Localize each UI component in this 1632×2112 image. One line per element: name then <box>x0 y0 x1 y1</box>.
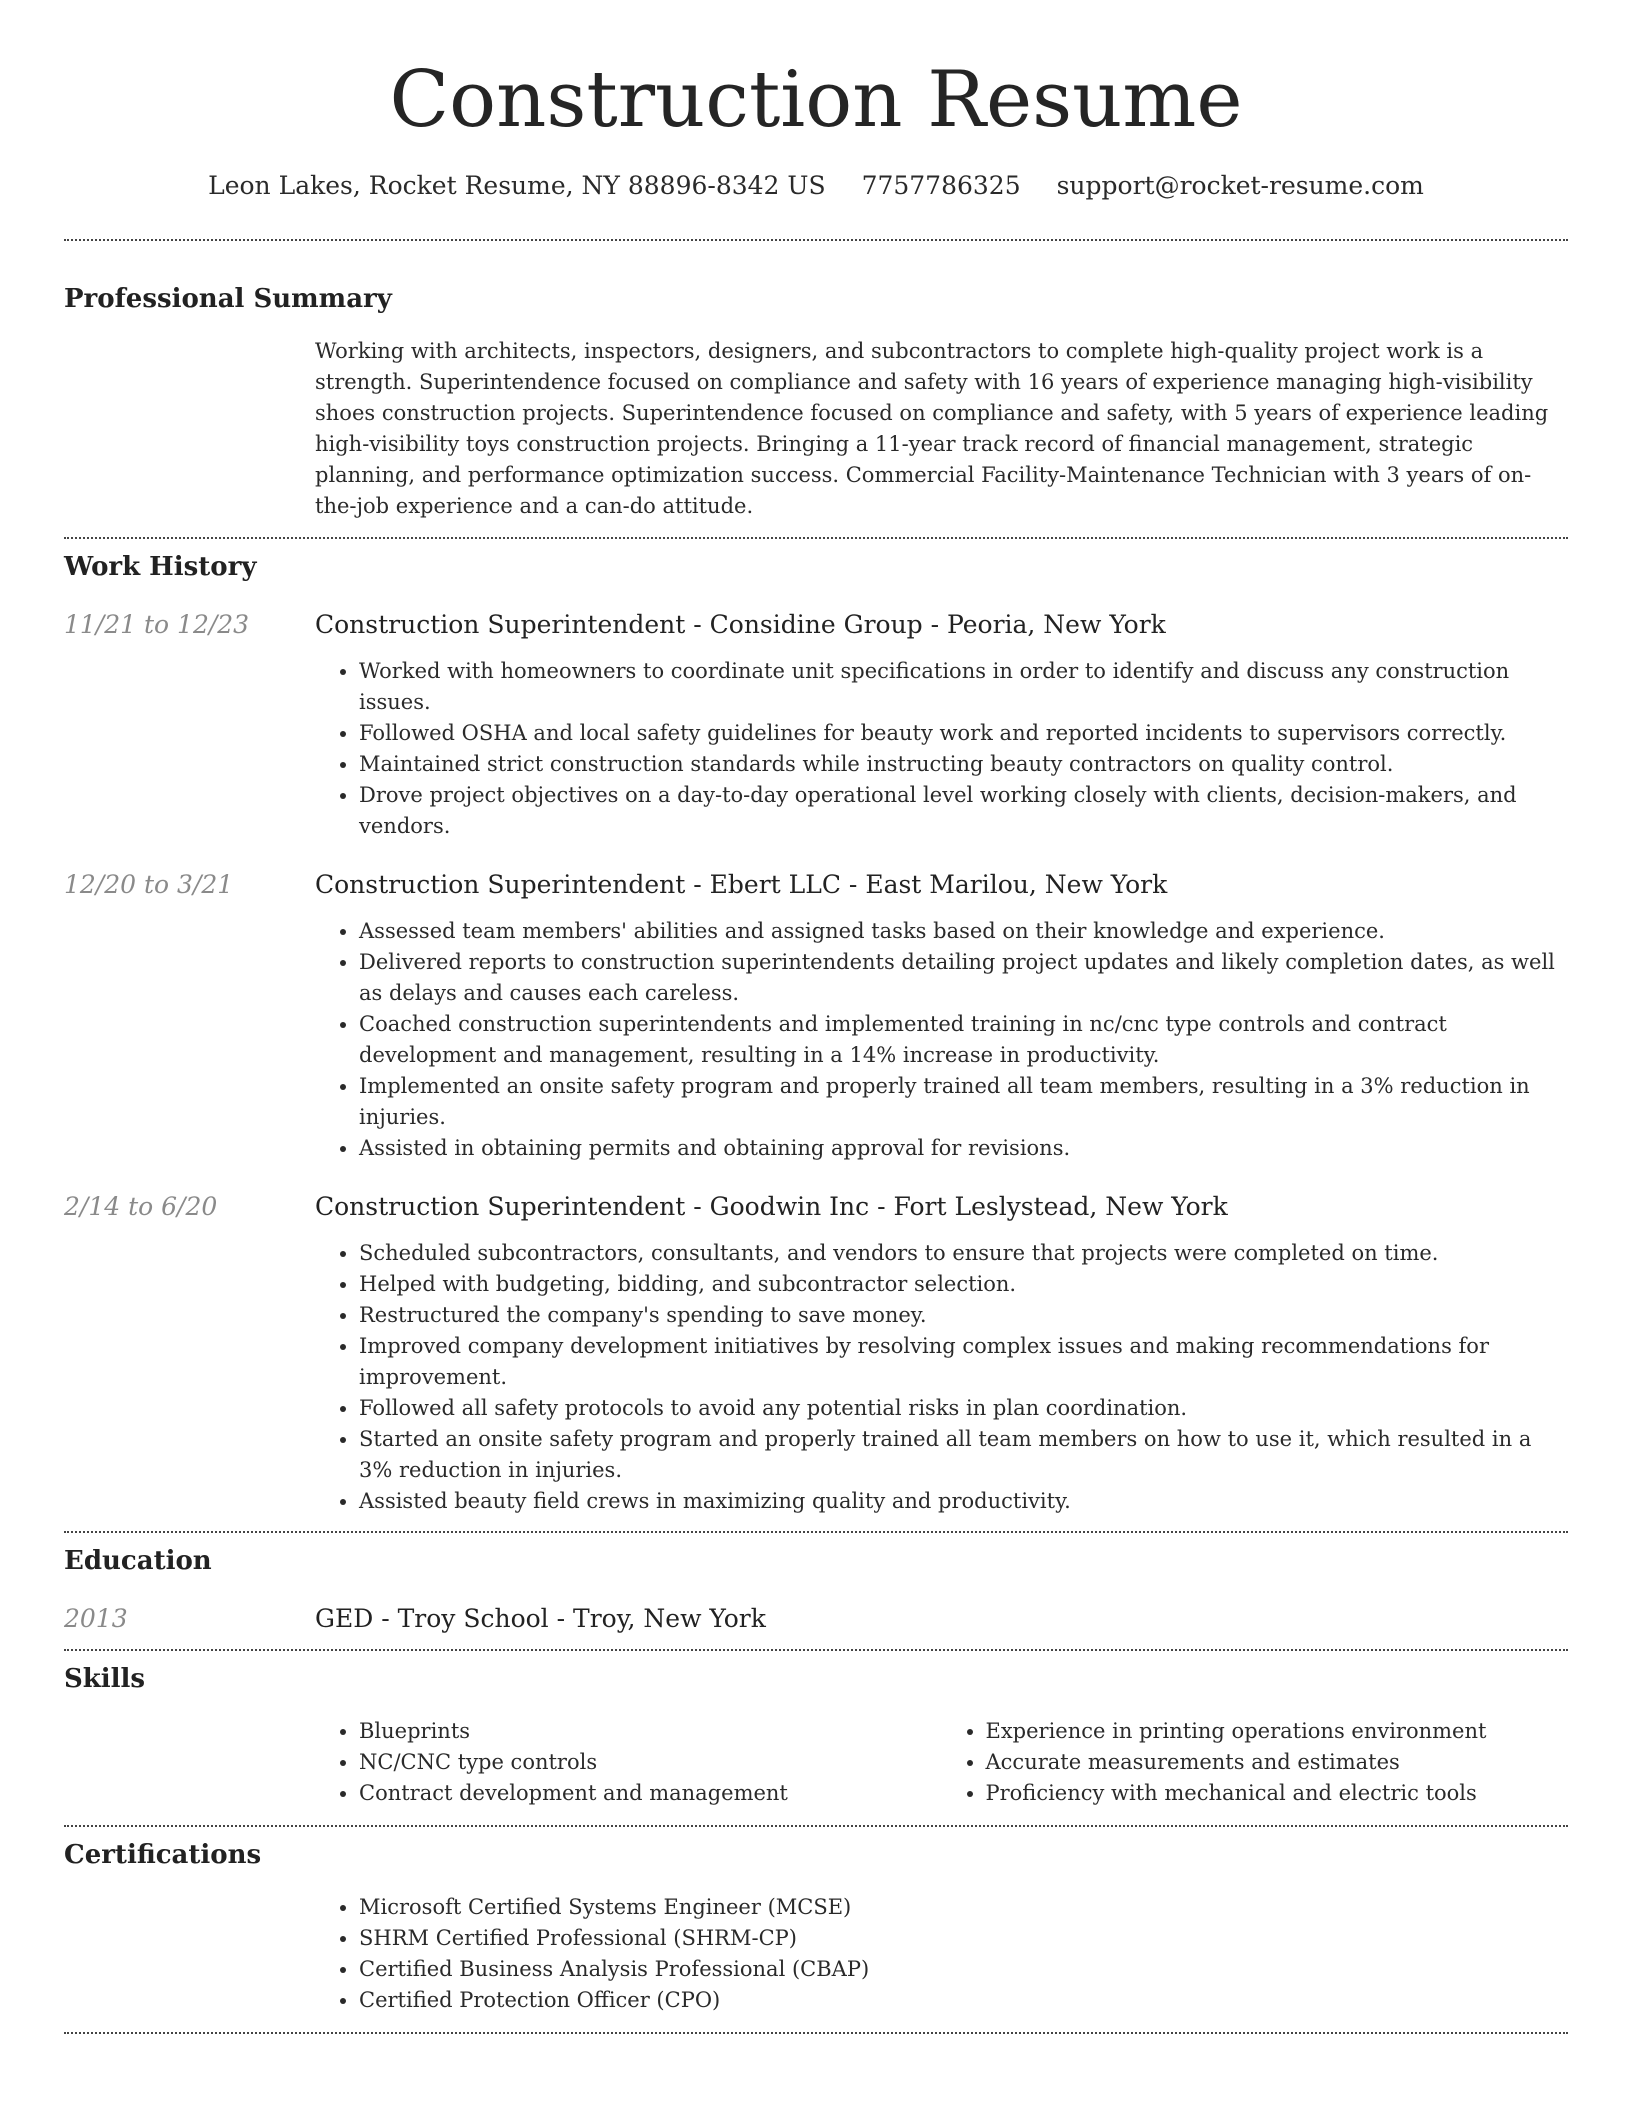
section-title-education: Education <box>64 1546 212 1576</box>
job-bullets-wrap <box>315 656 1568 842</box>
list-item: • Drove project objectives on a day-to-day operational level working closely with clients, decision-makers, and vendors. <box>359 780 1568 842</box>
list-item: • Assessed team members' abilities and assigned tasks based on their knowledge and experience. <box>359 916 1568 947</box>
job-title: Construction Superintendent - Ebert LLC - East Marilou, New York <box>315 870 1168 899</box>
skills-list <box>315 1716 1568 1809</box>
list-item: • Restructured the company's spending to save money. <box>359 1300 1568 1331</box>
summary-text: Working with architects, inspectors, designers, and subcontractors to complete high-quality project work is a strength. Superintendence focused on compliance and safety with 16 years of experience managing high-visibility shoes construction projects. Superintendence focused on compliance and safety, with 5 years of experience leading high-visibility toys construction projects. Bringing a 11-year track record of financial management, strategic planning, and performance optimization success. Commercial Facility-Maintenance Technician with 3 years of on-the-job experience and a can-do attitude. <box>315 339 1549 518</box>
contact-line <box>64 168 1568 204</box>
list-item: • Assisted in obtaining permits and obtaining approval for revisions. <box>359 1133 1568 1164</box>
job-bullets-wrap <box>315 916 1568 1164</box>
list-item: • NC/CNC type controls <box>359 1747 942 1778</box>
list-item: • Followed all safety protocols to avoid any potential risks in plan coordination. <box>359 1393 1568 1424</box>
list-item: • Implemented an onsite safety program and properly trained all team members, resulting in a 3% reduction in injuries. <box>359 1071 1568 1133</box>
list-item: • Scheduled subcontractors, consultants, and vendors to ensure that projects were completed on time. <box>359 1238 1568 1269</box>
section-title-certifications: Certifications <box>64 1840 262 1870</box>
list-item: • Helped with budgeting, bidding, and subcontractor selection. <box>359 1269 1568 1300</box>
contact-phone: 7757786325 <box>861 171 1021 200</box>
list-item: • Assisted beauty field crews in maximizing quality and productivity. <box>359 1486 1568 1517</box>
job-bullets <box>315 916 1568 1164</box>
summary-section <box>315 336 1568 522</box>
resume-page <box>64 0 1568 2034</box>
job-dates: 12/20 to 3/21 <box>64 870 234 899</box>
section-title-summary: Professional Summary <box>64 284 392 314</box>
job-entry <box>64 1190 1568 1517</box>
list-item: • Coached construction superintendents and implemented training in nc/cnc type controls and contract development and management, resulting in a 14% increase in productivity. <box>359 1009 1568 1071</box>
job-title: Construction Superintendent - Goodwin Inc - Fort Leslystead, New York <box>315 1192 1228 1221</box>
divider <box>64 1825 1568 1827</box>
divider <box>64 2032 1568 2034</box>
skills-column-right <box>942 1716 1569 1809</box>
list-item: • Accurate measurements and estimates <box>986 1747 1569 1778</box>
contact-address: Leon Lakes, Rocket Resume, NY 88896-8342 US <box>208 171 826 200</box>
list-item: • Maintained strict construction standards while instructing beauty contractors on quality control. <box>359 749 1568 780</box>
list-item: • Certified Protection Officer (CPO) <box>359 1985 1568 2016</box>
list-item: • Proficiency with mechanical and electric tools <box>986 1778 1569 1809</box>
list-item: • Worked with homeowners to coordinate unit specifications in order to identify and discuss any construction issues. <box>359 656 1568 718</box>
job-bullets-wrap <box>315 1238 1568 1517</box>
list-item: • Microsoft Certified Systems Engineer (MCSE) <box>359 1892 1568 1923</box>
list-item: • SHRM Certified Professional (SHRM-CP) <box>359 1923 1568 1954</box>
skills-column-left <box>315 1716 942 1809</box>
list-item: • Followed OSHA and local safety guidelines for beauty work and reported incidents to supervisors correctly. <box>359 718 1568 749</box>
job-entry <box>64 608 1568 842</box>
list-item: • Started an onsite safety program and properly trained all team members on how to use it, which resulted in a 3% reduction in injuries. <box>359 1424 1568 1486</box>
section-title-skills: Skills <box>64 1664 146 1694</box>
list-item: • Experience in printing operations environment <box>986 1716 1569 1747</box>
list-item: • Certified Business Analysis Professional (CBAP) <box>359 1954 1568 1985</box>
job-entry <box>64 868 1568 1164</box>
job-dates: 11/21 to 12/23 <box>64 610 250 639</box>
education-title: GED - Troy School - Troy, New York <box>315 1604 766 1633</box>
resume-title: Construction Resume <box>389 55 1243 145</box>
contact-email: support@rocket-resume.com <box>1056 171 1424 200</box>
certifications-list <box>315 1892 1568 2016</box>
job-bullets <box>315 1238 1568 1517</box>
divider <box>64 1531 1568 1533</box>
list-item: • Delivered reports to construction superintendents detailing project updates and likely completion dates, as well as delays and causes each careless. <box>359 947 1568 1009</box>
list-item: • Blueprints <box>359 1716 942 1747</box>
education-entry <box>64 1602 1568 1636</box>
job-bullets <box>315 656 1568 842</box>
divider <box>64 1649 1568 1651</box>
job-dates: 2/14 to 6/20 <box>64 1192 218 1221</box>
divider <box>64 537 1568 539</box>
section-title-work: Work History <box>64 552 257 582</box>
education-dates: 2013 <box>64 1604 128 1633</box>
list-item: • Improved company development initiatives by resolving complex issues and making recommendations for improvement. <box>359 1331 1568 1393</box>
list-item: • Contract development and management <box>359 1778 942 1809</box>
divider <box>64 239 1568 241</box>
certifications-bullets <box>315 1892 1568 2016</box>
job-title: Construction Superintendent - Considine Group - Peoria, New York <box>315 610 1166 639</box>
